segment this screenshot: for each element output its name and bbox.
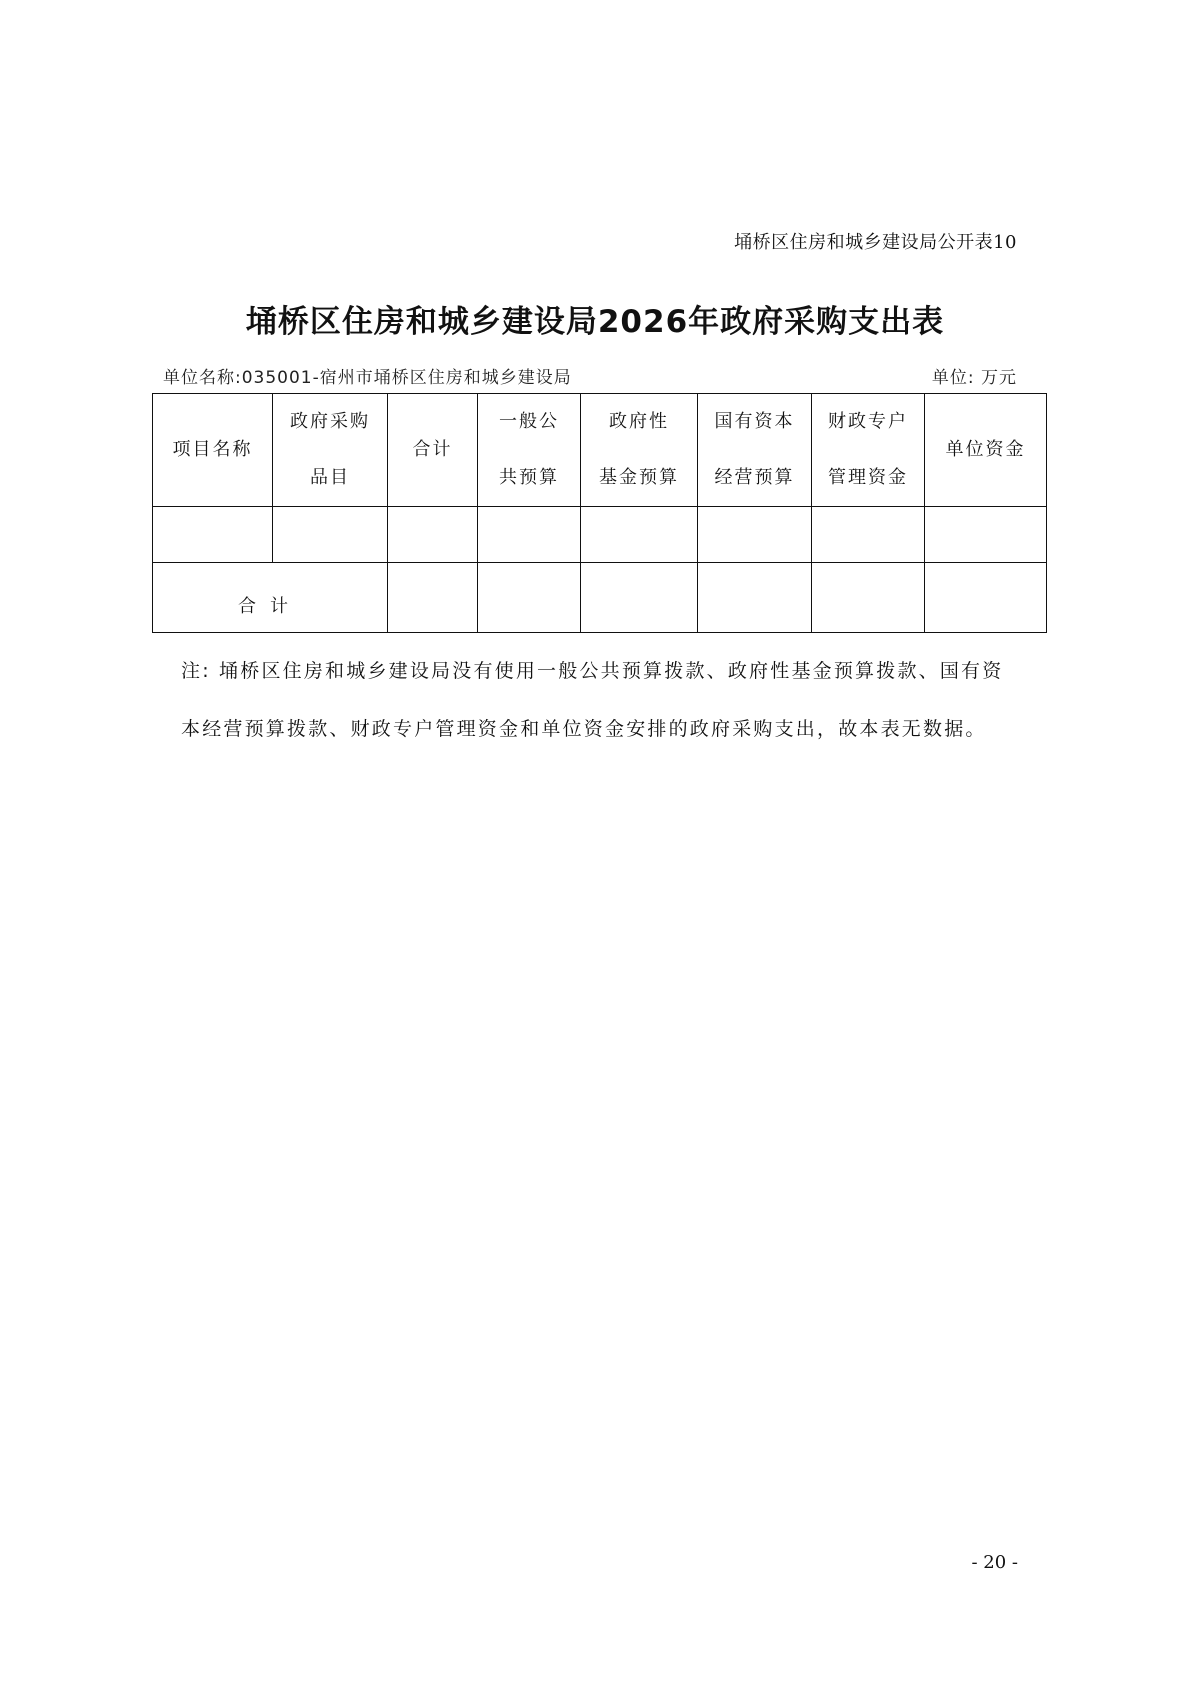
table-cell <box>478 507 581 563</box>
table-cell <box>388 563 478 633</box>
table-cell <box>581 507 698 563</box>
table-cell <box>478 563 581 633</box>
table-total-row <box>153 563 1047 633</box>
procurement-table <box>152 393 1047 633</box>
header-total: 合计 <box>388 394 478 507</box>
page-label: 埇桥区住房和城乡建设局公开表10 <box>734 232 1017 253</box>
unit-name: 单位名称:035001-宿州市埇桥区住房和城乡建设局 <box>163 368 572 388</box>
table-cell <box>698 507 812 563</box>
header-state-capital-budget: 国有资本 经营预算 <box>698 394 812 507</box>
table-cell <box>153 507 273 563</box>
header-procurement-item: 政府采购 品目 <box>273 394 388 507</box>
header-unit-funds: 单位资金 <box>925 394 1047 507</box>
header-general-budget: 一般公 共预算 <box>478 394 581 507</box>
header-project-name: 项目名称 <box>153 394 273 507</box>
table-note: 注: 埇桥区住房和城乡建设局没有使用一般公共预算拨款、政府性基金预算拨款、国有资本经营预算拨款、财政专户管理资金和单位资金安排的政府采购支出，故本表无数据。 <box>181 660 1004 740</box>
total-label: 合计 <box>153 563 388 633</box>
page-number: - 20 - <box>971 1552 1018 1573</box>
table-header-row <box>153 394 1047 507</box>
table-cell <box>812 507 925 563</box>
table-cell <box>273 507 388 563</box>
unit-label: 单位: 万元 <box>931 368 1017 388</box>
page-title: 埇桥区住房和城乡建设局2026年政府采购支出表 <box>245 304 945 340</box>
table-cell <box>581 563 698 633</box>
table-row <box>153 507 1047 563</box>
header-special-account-funds: 财政专户 管理资金 <box>812 394 925 507</box>
header-fund-budget: 政府性 基金预算 <box>581 394 698 507</box>
table-cell <box>925 507 1047 563</box>
table-cell <box>698 563 812 633</box>
table-cell <box>925 563 1047 633</box>
table-cell <box>812 563 925 633</box>
table-cell <box>388 507 478 563</box>
